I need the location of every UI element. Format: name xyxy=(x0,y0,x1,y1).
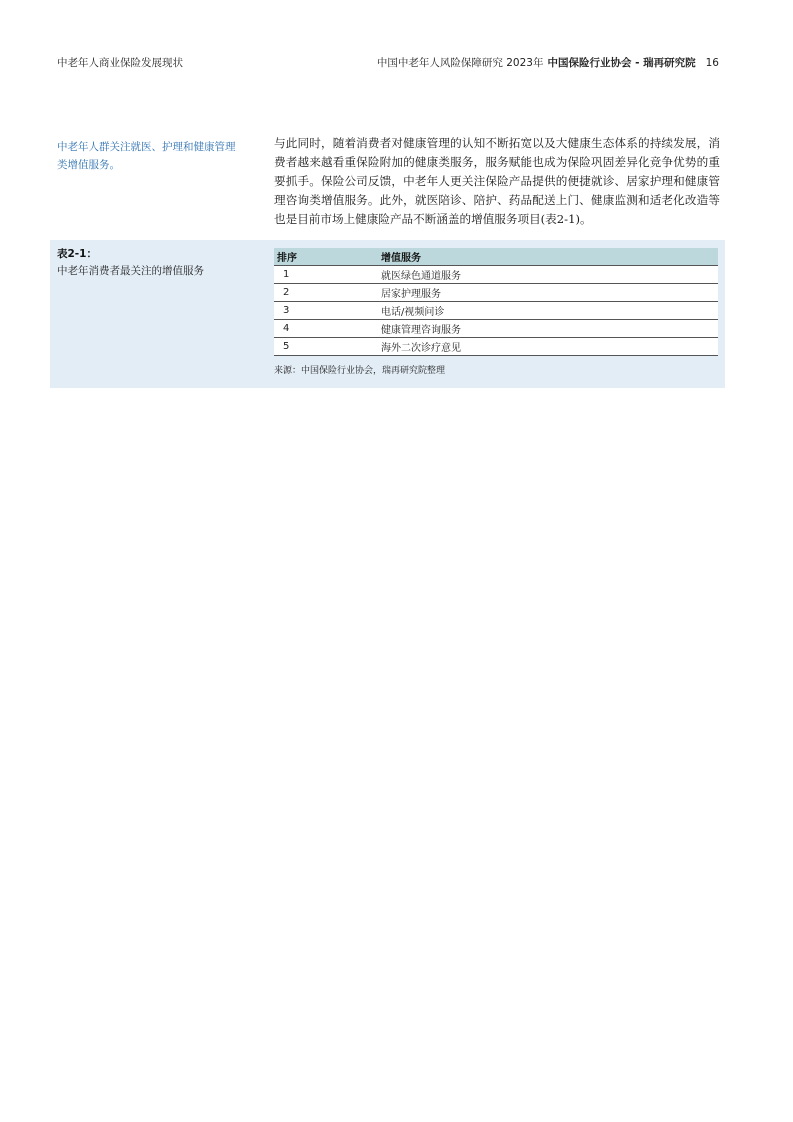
table-cell-service: 居家护理服务 xyxy=(381,289,441,300)
table-cell-service: 海外二次诊疗意见 xyxy=(381,343,461,354)
body-paragraph: 与此同时，随着消费者对健康管理的认知不断拓宽以及大健康生态体系的持续发展，消费者越来越看重保险附加的健康类服务，服务赋能也成为保险巩固差异化竞争优势的重要抓手。保险公司反馈，中老年人更关注保险产品提供的便捷就诊、居家护理和健康管理咨询类增值服务。此外，就医陪诊、陪护、药品配送上门、健康监测和适老化改造等也是目前市场上健康险产品不断涵盖的增值服务项目(表2-1)。 xyxy=(274,136,720,226)
table-header-rank: 排序 xyxy=(277,253,297,264)
table-label: 表2-1： xyxy=(57,248,97,260)
table-caption: 中老年消费者最关注的增值服务 xyxy=(57,265,204,277)
table-row xyxy=(274,284,718,302)
table-source-note: 来源：中国保险行业协会，瑞再研究院整理 xyxy=(274,366,446,376)
table-cell-service: 电话/视频问诊 xyxy=(381,307,445,318)
table-cell-service: 健康管理咨询服务 xyxy=(381,325,461,336)
header-section-title: 中老年人商业保险发展现状 xyxy=(57,57,183,69)
header-report-info xyxy=(377,55,719,70)
table-row xyxy=(274,266,718,284)
table-cell-rank: 3 xyxy=(283,305,290,316)
table-cell-rank: 1 xyxy=(283,269,290,280)
sidenote-highlight: 中老年人群关注就医、护理和健康管理类增值服务。 xyxy=(57,141,236,171)
table-header-service: 增值服务 xyxy=(381,253,421,264)
table-row xyxy=(274,320,718,338)
table-cell-service: 就医绿色通道服务 xyxy=(381,271,461,282)
page-number: 16 xyxy=(705,57,719,69)
table-header-row xyxy=(274,248,718,266)
table-cell-rank: 5 xyxy=(283,341,290,352)
services-table xyxy=(274,248,718,356)
table-row xyxy=(274,338,718,356)
table-row xyxy=(274,302,718,320)
table-panel xyxy=(50,240,725,388)
header-organization: 中国保险行业协会 - 瑞再研究院 xyxy=(547,57,696,69)
header-report-title: 中国中老年人风险保障研究 2023年 xyxy=(376,57,544,69)
table-cell-rank: 2 xyxy=(283,287,290,298)
table-cell-rank: 4 xyxy=(283,323,290,334)
